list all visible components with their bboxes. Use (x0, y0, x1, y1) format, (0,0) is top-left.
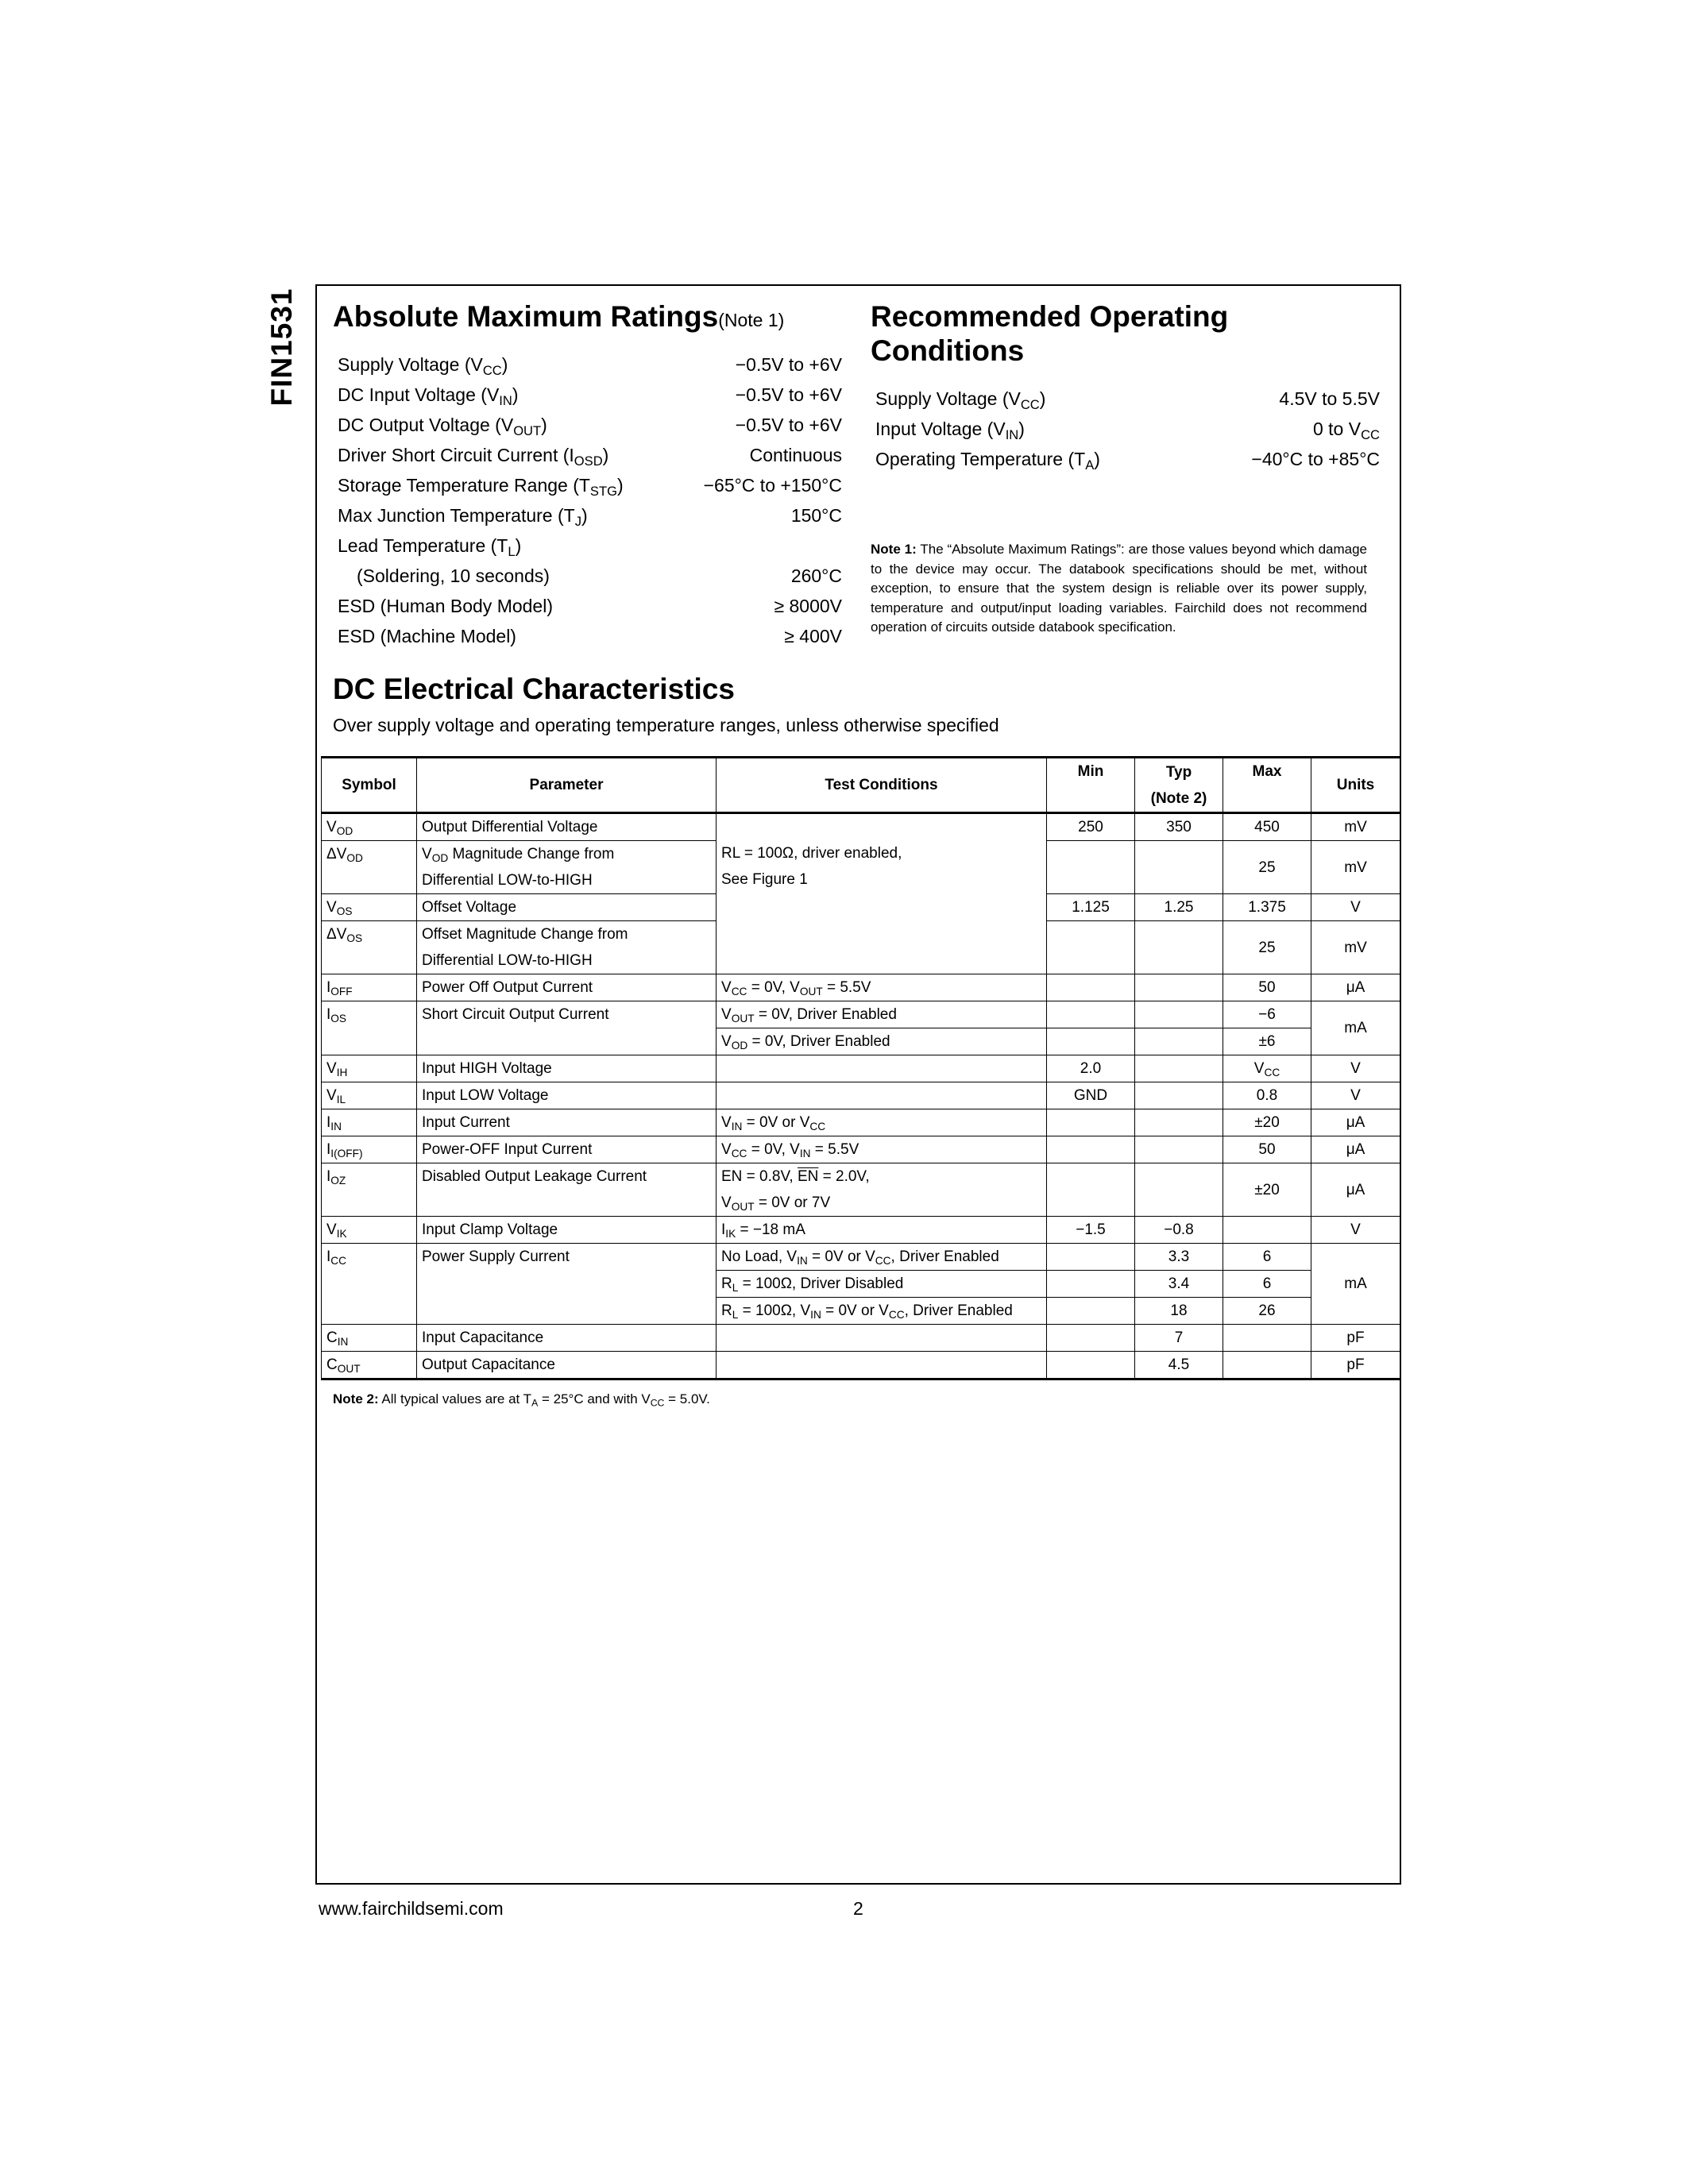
cell-symbol: $V_{IL}$ (322, 1082, 417, 1109)
cell-max: $V_{CC}$ (1223, 1055, 1311, 1082)
cell-min (1047, 1352, 1135, 1379)
cell-test-conditions (717, 1325, 1047, 1352)
cell-parameter: Output Capacitance (417, 1352, 717, 1379)
cell-units: pF (1311, 1352, 1400, 1379)
side-part-number: FIN1531 (265, 287, 298, 407)
cell-parameter: Output Differential Voltage (417, 813, 717, 841)
cell-min (1047, 841, 1135, 894)
cell-max: 0.8 (1223, 1082, 1311, 1109)
rating-row: ESD (Human Body Model) ≥ 8000V (338, 596, 842, 616)
cell-parameter: Offset Magnitude Change from Differential LOW-to-HIGH (417, 921, 717, 974)
table-header-row (322, 758, 1400, 813)
cell-min (1047, 974, 1135, 1001)
rating-row: Driver Short Circuit Current $(I_{OSD})$ Continuous (338, 445, 842, 469)
cell-parameter: Power Off Output Current (417, 974, 717, 1001)
cell-units: mA (1311, 1001, 1400, 1055)
cell-test-conditions: EN = 0.8V, $\overline{EN} = 2.0V$, $V_{OUT} = 0V$ or 7V (717, 1163, 1047, 1217)
cell-test-conditions: $V_{CC} = 0V$, $V_{OUT} = 5.5V$ (717, 974, 1047, 1001)
cell-test-conditions: $V_{IN} = 0V$ or $V_{CC}$ (717, 1109, 1047, 1136)
cell-min (1047, 1001, 1135, 1028)
cell-symbol: $I_{OFF}$ (322, 974, 417, 1001)
cell-symbol: $\Delta V_{OS}$ (322, 921, 417, 974)
cell-max: −6 (1223, 1001, 1311, 1028)
cell-parameter: Power-OFF Input Current (417, 1136, 717, 1163)
rec-op-row: Input Voltage $(V_{IN})$ 0 to $V_{CC}$ (875, 419, 1380, 442)
cell-min (1047, 1163, 1135, 1217)
table-row (322, 1082, 1400, 1109)
cell-max: 6 (1223, 1271, 1311, 1298)
cell-test-conditions: RL = 100Ω, driver enabled, See Figure 1 (717, 813, 1047, 974)
cell-test-conditions (717, 1352, 1047, 1379)
cell-units: mV (1311, 921, 1400, 974)
table-row (322, 1136, 1400, 1163)
cell-symbol: $V_{IH}$ (322, 1055, 417, 1082)
table-row (322, 813, 1400, 841)
cell-parameter: Input Clamp Voltage (417, 1217, 717, 1244)
cell-units: V (1311, 1082, 1400, 1109)
rating-row: Storage Temperature Range $(T_{STG})$ −65°C to +150°C (338, 475, 842, 499)
cell-symbol: $V_{IK}$ (322, 1217, 417, 1244)
cell-typ: 4.5 (1135, 1352, 1223, 1379)
cell-units: pF (1311, 1325, 1400, 1352)
cell-min: 1.125 (1047, 894, 1135, 921)
table-row (322, 1055, 1400, 1082)
cell-symbol: $I_{OS}$ (322, 1001, 417, 1055)
rating-row: DC Input Voltage $(V_{IN})$ −0.5V to +6V (338, 384, 842, 408)
cell-typ: 350 (1135, 813, 1223, 841)
cell-typ: 18 (1135, 1298, 1223, 1325)
footer-website-link[interactable]: www.fairchildsemi.com (319, 1898, 504, 1919)
rec-op-row: Operating Temperature $(T_A)$ −40°C to +85°C (875, 449, 1380, 473)
rating-row: Lead Temperature $(T_L)$ (338, 535, 522, 559)
cell-parameter: $V_{OD}$ Magnitude Change from Differential LOW-to-HIGH (417, 841, 717, 894)
cell-typ (1135, 1082, 1223, 1109)
header-max: Max (1223, 758, 1311, 813)
cell-typ (1135, 1055, 1223, 1082)
cell-max: 26 (1223, 1298, 1311, 1325)
table-row (322, 1325, 1400, 1352)
header-units: Units (1311, 758, 1400, 813)
dc-subtitle: Over supply voltage and operating temperature ranges, unless otherwise specified (333, 715, 999, 735)
cell-test-conditions: $R_L = 100\Omega$, $V_{IN} = 0V$ or $V_{CC}$, Driver Enabled (717, 1298, 1047, 1325)
cell-max: ±6 (1223, 1028, 1311, 1055)
cell-parameter: Input LOW Voltage (417, 1082, 717, 1109)
cell-symbol: $I_{CC}$ (322, 1244, 417, 1325)
rating-row: ESD (Machine Model) ≥ 400V (338, 626, 842, 646)
table-row (322, 1109, 1400, 1136)
rating-row: (Soldering, 10 seconds) 260°C (357, 565, 842, 586)
rec-op-title: Recommended Operating Conditions (871, 300, 1229, 367)
cell-max: ±20 (1223, 1109, 1311, 1136)
cell-units: μA (1311, 1109, 1400, 1136)
cell-typ (1135, 1028, 1223, 1055)
cell-max (1223, 1325, 1311, 1352)
rec-op-row: Supply Voltage $(V_{CC})$ 4.5V to 5.5V (875, 388, 1380, 412)
note-1: Note 1: The “Absolute Maximum Ratings”: are those values beyond which damage to the device may occur. The databook specifications should be met, without exception, to ensure that the system design is reliable over its power supply, temperature and output/input loading variables. Fairchild does not recommend operation of circuits outside databook specification. (871, 542, 1367, 635)
cell-typ (1135, 841, 1223, 894)
cell-units: μA (1311, 1163, 1400, 1217)
cell-symbol: $C_{IN}$ (322, 1325, 417, 1352)
dc-characteristics-table (321, 756, 1400, 1380)
table-row (322, 1244, 1400, 1271)
cell-min: GND (1047, 1082, 1135, 1109)
cell-max: 6 (1223, 1244, 1311, 1271)
cell-parameter: Short Circuit Output Current (417, 1001, 717, 1055)
cell-min (1047, 1298, 1135, 1325)
cell-units: V (1311, 1055, 1400, 1082)
cell-symbol: $V_{OD}$ (322, 813, 417, 841)
cell-test-conditions (717, 1055, 1047, 1082)
cell-symbol: $I_{OZ}$ (322, 1163, 417, 1217)
cell-max: 450 (1223, 813, 1311, 841)
cell-max: 50 (1223, 1136, 1311, 1163)
table-row (322, 1352, 1400, 1379)
rating-row: DC Output Voltage $(V_{OUT})$ −0.5V to +6V (338, 415, 842, 438)
cell-typ: −0.8 (1135, 1217, 1223, 1244)
cell-typ: 1.25 (1135, 894, 1223, 921)
abs-max-title: Absolute Maximum Ratings(Note 1) (333, 300, 785, 333)
cell-parameter: Power Supply Current (417, 1244, 717, 1325)
table-row (322, 974, 1400, 1001)
cell-typ (1135, 1001, 1223, 1028)
cell-parameter: Input Capacitance (417, 1325, 717, 1352)
cell-typ (1135, 1136, 1223, 1163)
cell-test-conditions: No Load, $V_{IN} = 0V$ or $V_{CC}$, Driver Enabled (717, 1244, 1047, 1271)
cell-max: 25 (1223, 841, 1311, 894)
cell-test-conditions: $V_{CC} = 0V$, $V_{IN} = 5.5V$ (717, 1136, 1047, 1163)
header-parameter: Parameter (417, 758, 717, 813)
cell-min (1047, 1271, 1135, 1298)
cell-max: ±20 (1223, 1163, 1311, 1217)
cell-symbol: $C_{OUT}$ (322, 1352, 417, 1379)
cell-parameter: Disabled Output Leakage Current (417, 1163, 717, 1217)
cell-min (1047, 1325, 1135, 1352)
dc-title: DC Electrical Characteristics (333, 673, 735, 705)
cell-typ: 3.4 (1135, 1271, 1223, 1298)
cell-min (1047, 921, 1135, 974)
cell-units: mV (1311, 813, 1400, 841)
cell-units: mV (1311, 841, 1400, 894)
cell-test-conditions: $V_{OD} = 0V$, Driver Enabled (717, 1028, 1047, 1055)
cell-typ (1135, 1163, 1223, 1217)
cell-typ (1135, 974, 1223, 1001)
cell-units: μA (1311, 974, 1400, 1001)
cell-min: −1.5 (1047, 1217, 1135, 1244)
cell-max (1223, 1352, 1311, 1379)
rating-row: Max Junction Temperature $(T_J)$ 150°C (338, 505, 842, 529)
note-2: Note 2: All typical values are at $T_A = 25^\circ C$ and with $V_{CC} = 5.0V$. (333, 1391, 710, 1409)
cell-symbol: $I_{IN}$ (322, 1109, 417, 1136)
cell-test-conditions: $V_{OUT} = 0V$, Driver Enabled (717, 1001, 1047, 1028)
cell-min (1047, 1109, 1135, 1136)
cell-test-conditions: $R_L = 100\Omega$, Driver Disabled (717, 1271, 1047, 1298)
header-min: Min (1047, 758, 1135, 813)
cell-min: 250 (1047, 813, 1135, 841)
cell-min (1047, 1244, 1135, 1271)
cell-min: 2.0 (1047, 1055, 1135, 1082)
table-row (322, 1001, 1400, 1028)
cell-symbol: $\Delta V_{OD}$ (322, 841, 417, 894)
header-test-conditions: Test Conditions (717, 758, 1047, 813)
cell-typ: 3.3 (1135, 1244, 1223, 1271)
rating-row: Supply Voltage $(V_{CC})$ −0.5V to +6V (338, 354, 842, 378)
table-row (322, 1217, 1400, 1244)
cell-units: μA (1311, 1136, 1400, 1163)
cell-test-conditions: $I_{IK} = -18$ mA (717, 1217, 1047, 1244)
cell-symbol: $V_{OS}$ (322, 894, 417, 921)
cell-units: V (1311, 894, 1400, 921)
cell-parameter: Input Current (417, 1109, 717, 1136)
cell-min (1047, 1136, 1135, 1163)
cell-typ: 7 (1135, 1325, 1223, 1352)
cell-max: 50 (1223, 974, 1311, 1001)
cell-parameter: Offset Voltage (417, 894, 717, 921)
header-symbol: Symbol (322, 758, 417, 813)
cell-typ (1135, 1109, 1223, 1136)
cell-test-conditions (717, 1082, 1047, 1109)
cell-parameter: Input HIGH Voltage (417, 1055, 717, 1082)
header-typ: Typ (Note 2) (1135, 758, 1223, 813)
cell-max (1223, 1217, 1311, 1244)
page-number: 2 (853, 1898, 863, 1919)
cell-typ (1135, 921, 1223, 974)
table-row (322, 1163, 1400, 1217)
cell-units: V (1311, 1217, 1400, 1244)
cell-max: 25 (1223, 921, 1311, 974)
cell-symbol: $I_{I(OFF)}$ (322, 1136, 417, 1163)
cell-min (1047, 1028, 1135, 1055)
cell-units: mA (1311, 1244, 1400, 1325)
cell-max: 1.375 (1223, 894, 1311, 921)
